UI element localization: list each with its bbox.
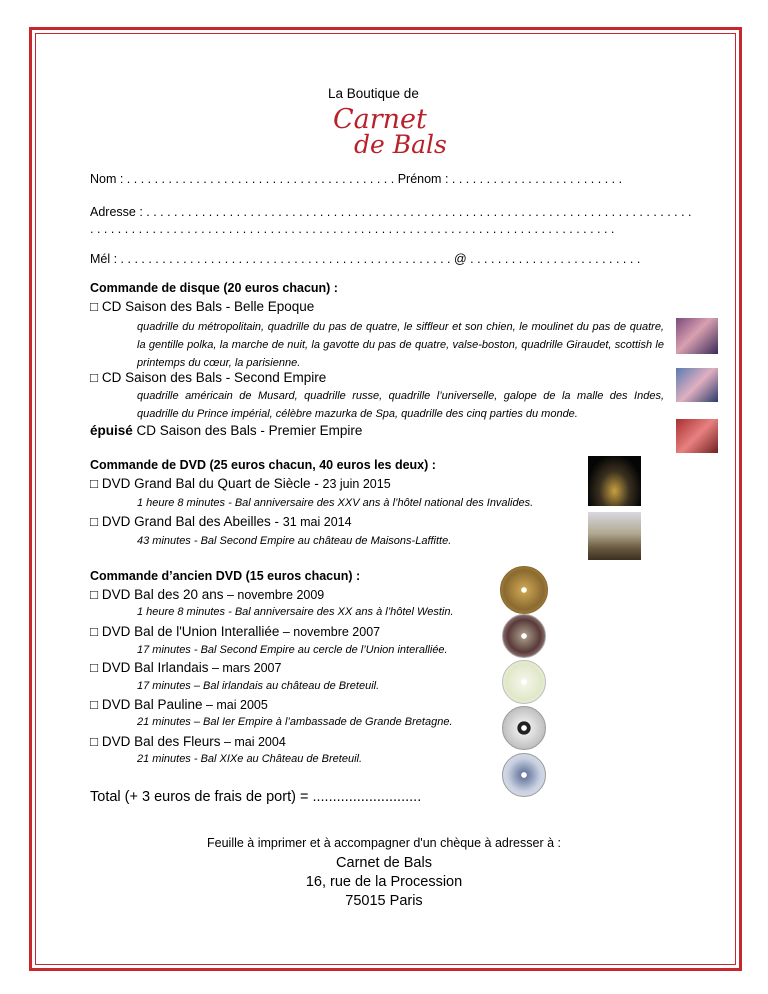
item-title: DVD Grand Bal des Abeilles -: [101, 514, 283, 529]
item-title: CD Saison des Bals - Second Empire: [101, 370, 327, 385]
item-date: – mai 2004: [220, 735, 286, 749]
item-description: quadrille américain de Musard, quadrille russe, quadrille l’universelle, galope de la malle des Indes, quadrille du Prince impérial, célèbre mazurka de Spa, quadrille des cinq parties du monde.: [137, 390, 664, 420]
item-date: 23 juin 2015: [322, 477, 391, 491]
item-date: – mars 2007: [208, 661, 282, 675]
sold-out-label: épuisé: [90, 423, 133, 438]
cd-premier-empire-cover: [676, 419, 718, 453]
cd-second-empire-item[interactable]: [90, 370, 326, 385]
cd-second-empire-cover: [676, 368, 718, 402]
item-description: quadrille du métropolitain, quadrille du pas de quatre, le siffleur et son chien, le moulinet du pas de quatre, la gentille polka, la marche de nuit, la gavotte du pas de quatre, valse-boston, quadrille Giraudet, scottish le printemps du cœur, la parisienne.: [137, 321, 664, 369]
checkbox[interactable]: □: [90, 624, 99, 639]
item-description: 1 heure 8 minutes - Bal anniversaire des XXV ans à l’hôtel national des Invalides.: [137, 497, 534, 509]
cd-belle-epoque-item[interactable]: [90, 299, 314, 314]
item-description: 17 minutes – Bal irlandais au château de Breteuil.: [137, 680, 380, 692]
cd-section-heading: Commande de disque (20 euros chacun) :: [90, 281, 338, 295]
footer-address-name: Carnet de Bals: [336, 855, 432, 871]
footer-note: Feuille à imprimer et à accompagner d'un chèque à adresser à :: [207, 836, 561, 850]
item-title: DVD Bal de l'Union Interalliée: [101, 624, 280, 639]
item-date: 31 mai 2014: [282, 515, 352, 529]
checkbox[interactable]: □: [90, 660, 99, 675]
item-description: 21 minutes – Bal Ier Empire à l’ambassade de Grande Bretagne.: [137, 716, 453, 728]
item-title: DVD Grand Bal du Quart de Siècle -: [101, 476, 323, 491]
checkbox[interactable]: □: [90, 299, 99, 314]
checkbox[interactable]: □: [90, 734, 99, 749]
checkbox[interactable]: □: [90, 476, 99, 491]
cd-premier-empire-item: [90, 423, 362, 438]
adresse-field-continued[interactable]: . . . . . . . . . . . . . . . . . . . . . . . . . . . . . . . . . . . . . . . . . . . . . . . . . . . . . . . . . . . . . . . . . . . . . . . . . . . .: [90, 222, 615, 236]
item-description: 43 minutes - Bal Second Empire au château de Maisons-Laffitte.: [137, 535, 452, 547]
dvd-bal-des-fleurs-item[interactable]: [90, 734, 286, 749]
cd-belle-epoque-cover: [676, 318, 718, 354]
item-title: CD Saison des Bals - Belle Epoque: [101, 299, 315, 314]
item-description: 21 minutes - Bal XIXe au Château de Breteuil.: [137, 753, 363, 765]
adresse-field[interactable]: Adresse : . . . . . . . . . . . . . . . . . . . . . . . . . . . . . . . . . . . . . . . . . . . . . . . . . . . . . . . . . . . . . . . . . . . . . . . . . . . . . . .: [90, 205, 692, 219]
dvd-bal-20-ans-item[interactable]: [90, 587, 324, 602]
checkbox[interactable]: □: [90, 370, 99, 385]
item-date: – novembre 2007: [279, 625, 381, 639]
dvd-bal-pauline-item[interactable]: [90, 697, 268, 712]
footer-address-street: 16, rue de la Procession: [305, 874, 463, 890]
item-title: DVD Bal des 20 ans: [101, 587, 224, 602]
item-date: – novembre 2009: [223, 588, 325, 602]
dvd-bal-des-fleurs-disc: [502, 753, 546, 797]
total-line[interactable]: Total (+ 3 euros de frais de port) = ...........................: [90, 789, 422, 805]
footer-address-city: 75015 Paris: [345, 893, 423, 909]
mel-field[interactable]: Mél : . . . . . . . . . . . . . . . . . . . . . . . . . . . . . . . . . . . . . . . . . . . . . . . . @ . . . . . . . . . . . . . . . . . . . . . . . . .: [90, 252, 641, 266]
item-description: 1 heure 8 minutes - Bal anniversaire des XX ans à l’hôtel Westin.: [137, 606, 454, 618]
dvd-union-interalliee-item[interactable]: [90, 624, 380, 639]
dvd-20-ans-disc: [500, 566, 548, 614]
dvd-section-heading: Commande de DVD (25 euros chacun, 40 euros les deux) :: [90, 458, 436, 472]
item-title: DVD Bal des Fleurs: [101, 734, 221, 749]
nom-prenom-field[interactable]: Nom : . . . . . . . . . . . . . . . . . . . . . . . . . . . . . . . . . . . . . . . Prénom : . . . . . . . . . . . . . . . . . . . . . . . . .: [90, 172, 623, 186]
item-description: 17 minutes - Bal Second Empire au cercle de l’Union interalliée.: [137, 644, 448, 656]
dvd-abeilles-item[interactable]: [90, 514, 352, 529]
dvd-union-interalliee-disc: [502, 614, 546, 658]
dvd-bal-irlandais-item[interactable]: [90, 660, 281, 675]
dvd-quart-de-siecle-cover: [588, 456, 641, 506]
boutique-title: La Boutique de: [328, 86, 419, 101]
logo-line-2: de Bals: [354, 130, 447, 159]
checkbox[interactable]: □: [90, 587, 99, 602]
old-dvd-section-heading: Commande d’ancien DVD (15 euros chacun) :: [90, 569, 361, 583]
item-title: CD Saison des Bals - Premier Empire: [136, 423, 363, 438]
checkbox[interactable]: □: [90, 697, 99, 712]
item-title: DVD Bal Irlandais: [101, 660, 209, 675]
item-date: – mai 2005: [202, 698, 268, 712]
dvd-bal-pauline-disc: [502, 706, 546, 750]
item-title: DVD Bal Pauline: [101, 697, 203, 712]
checkbox[interactable]: □: [90, 514, 99, 529]
dvd-abeilles-cover: [588, 512, 641, 560]
logo-line-1: Carnet: [333, 104, 427, 135]
dvd-bal-irlandais-disc: [502, 660, 546, 704]
dvd-quart-de-siecle-item[interactable]: [90, 476, 391, 491]
